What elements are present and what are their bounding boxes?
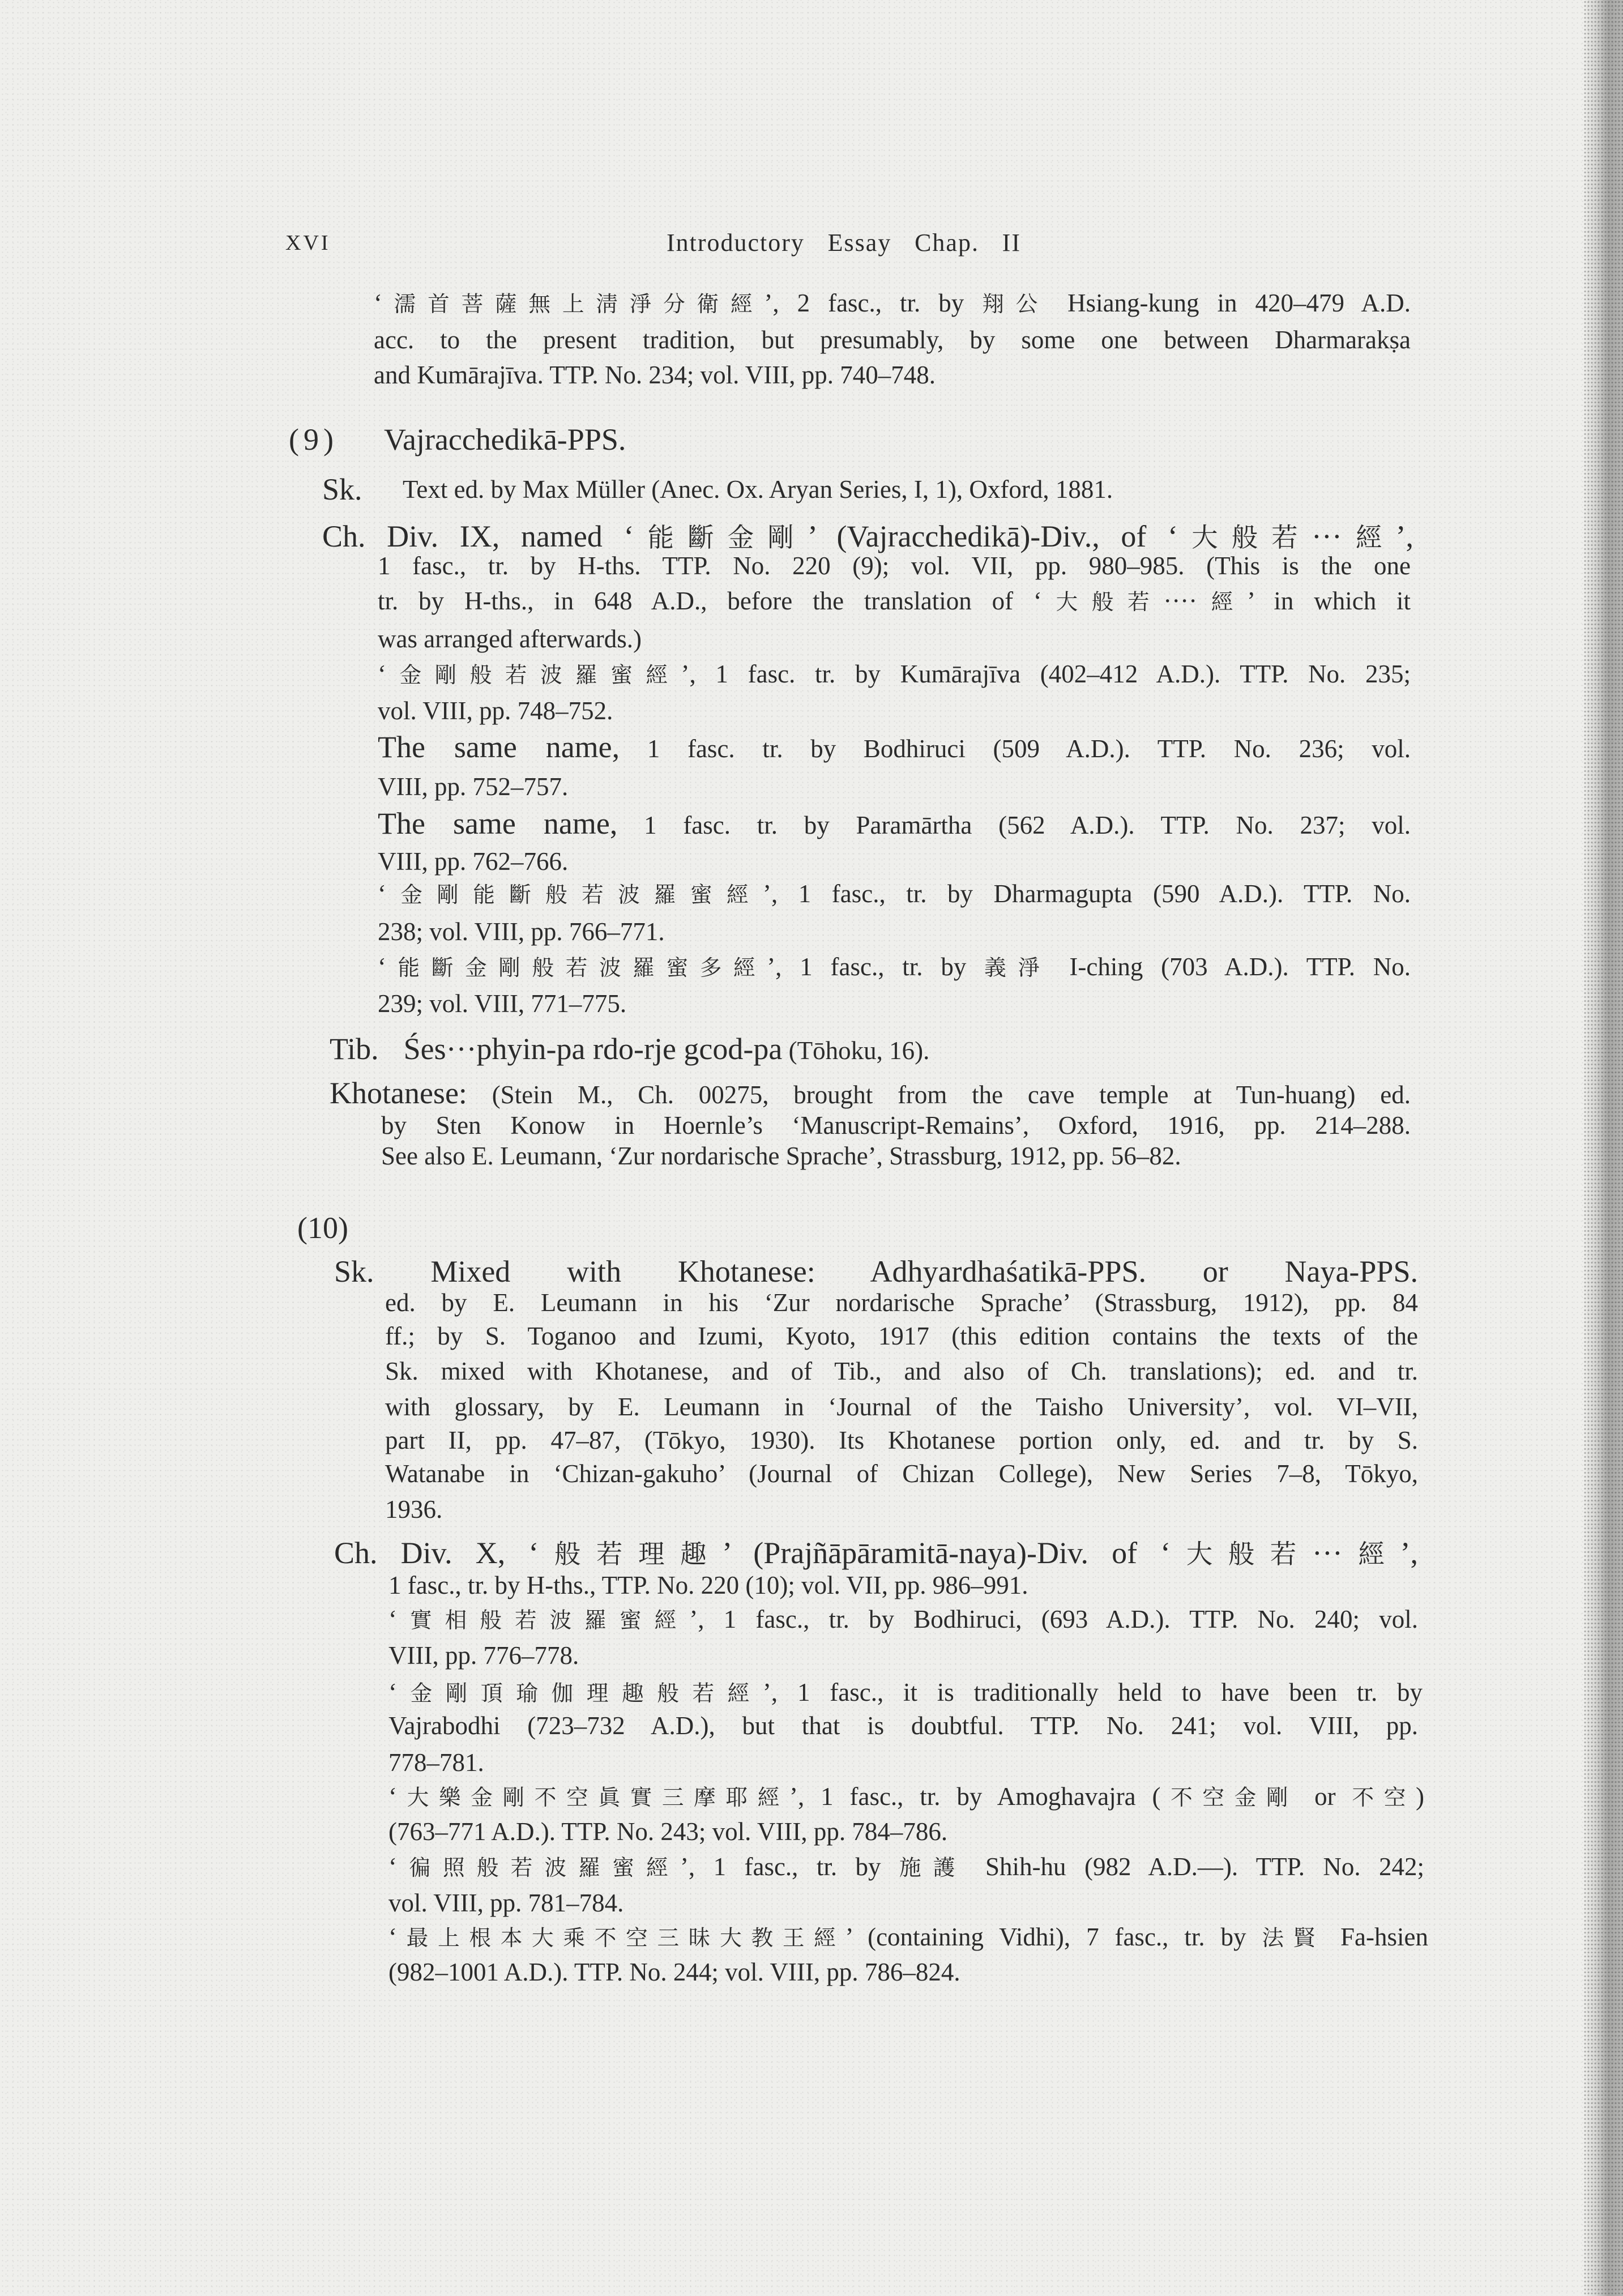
cjk-text: 金剛般若波羅蜜經 bbox=[386, 663, 681, 688]
entry-line: ed. by E. Leumann in his ‘Zur nordarische Sprache’ (Strassburg, 1912), pp. 84 bbox=[385, 1288, 1418, 1317]
cjk-text: 經 bbox=[1197, 590, 1247, 615]
cjk-text: 實相般若波羅蜜經 bbox=[397, 1608, 690, 1633]
tib-reference: (Tōhoku, 16). bbox=[788, 1036, 930, 1065]
entry-line: Sk. mixed with Khotanese, and of Tib., and also of Ch. translations); ed. and tr. bbox=[385, 1357, 1418, 1385]
entry-lead: The same name, bbox=[378, 806, 618, 840]
entry-line: and Kumārajīva. TTP. No. 234; vol. VIII, pp. 740–748. bbox=[374, 361, 936, 389]
entry-line: vol. VIII, pp. 748–752. bbox=[378, 697, 613, 725]
entry-line: 1 fasc., tr. by H-ths., TTP. No. 220 (10); vol. VII, pp. 986–991. bbox=[388, 1571, 1028, 1599]
entry-line: by Sten Konow in Hoernle’s ‘Manuscript-Remains’, Oxford, 1916, pp. 214–288. bbox=[381, 1111, 1411, 1140]
entry-line: with glossary, by E. Leumann in ‘Journal of the Taisho University’, vol. VI–VII, bbox=[385, 1393, 1418, 1421]
cjk-text: 經 bbox=[1342, 522, 1396, 553]
entry-line: VIII, pp. 752–757. bbox=[378, 773, 569, 801]
entry-line: 1 fasc., tr. by H-ths. TTP. No. 220 (9); vol. VII, pp. 980–985. (This is the one bbox=[378, 552, 1411, 580]
entry-line bbox=[378, 806, 1411, 841]
entry-line: Vajrabodhi (723–732 A.D.), but that is doubtful. TTP. No. 241; vol. VIII, pp. bbox=[388, 1712, 1418, 1740]
entry-line: 1936. bbox=[385, 1495, 443, 1523]
language-label-ch: Ch. bbox=[322, 519, 366, 553]
entry-line: ‘大樂金剛不空眞實三摩耶經’, 1 fasc., tr. by Amoghavajra (不空金剛 or 不空) bbox=[388, 1782, 1424, 1811]
language-label-sk: Sk. bbox=[334, 1254, 374, 1288]
section-title: Vajracchedikā-PPS. bbox=[384, 423, 626, 456]
cjk-text: 大樂金剛不空眞實三摩耶經 bbox=[397, 1785, 790, 1811]
language-label-tib: Tib. bbox=[330, 1032, 379, 1066]
cjk-text: 金剛頂瑜伽理趣般若經 bbox=[397, 1681, 763, 1706]
cjk-text: 法賢 bbox=[1262, 1926, 1325, 1951]
entry-line: (763–771 A.D.). TTP. No. 243; vol. VIII, pp. 784–786. bbox=[388, 1817, 948, 1846]
running-title: Introductory Essay Chap. II bbox=[667, 229, 1021, 257]
khotanese-line bbox=[330, 1073, 1411, 1113]
entry-line: ‘最上根本大乘不空三昧大教王經’ (containing Vidhi), 7 fasc., tr. by 法賢 Fa-hsien bbox=[388, 1923, 1428, 1951]
cjk-text: 最上根本大乘不空三昧大教王經 bbox=[397, 1926, 845, 1951]
cjk-text: 濡首菩薩無上淸淨分衛經 bbox=[382, 292, 764, 317]
cjk-text: 般若理趣 bbox=[539, 1539, 723, 1569]
entry-line: ‘實相般若波羅蜜經’, 1 fasc., tr. by Bodhiruci, (693 A.D.). TTP. No. 240; vol. bbox=[388, 1605, 1418, 1633]
entry-line: ‘濡首菩薩無上淸淨分衛經’, 2 fasc., tr. by 翔公 Hsiang-kung in 420–479 A.D. bbox=[374, 289, 1411, 317]
entry-line: (982–1001 A.D.). TTP. No. 244; vol. VIII, pp. 786–824. bbox=[388, 1958, 960, 1986]
entry-line: ‘能斷金剛般若波羅蜜多經’, 1 fasc., tr. by 義淨 I-ching (703 A.D.). TTP. No. bbox=[378, 953, 1411, 981]
cjk-text: 金剛能斷般若波羅蜜經 bbox=[386, 882, 763, 908]
entry-text: (Stein M., Ch. 00275, brought from the cave temple at Tun-huang) ed. bbox=[492, 1081, 1411, 1109]
ch-division-heading: Div. X, ‘般若理趣’ (Prajñāpāramitā-naya)-Div. of ‘大般若···經’, bbox=[400, 1536, 1418, 1570]
entry-lead: The same name, bbox=[378, 730, 620, 764]
cjk-text: 經 bbox=[1342, 1539, 1400, 1569]
section-number: (9) bbox=[289, 423, 338, 456]
language-label-ch: Ch. bbox=[334, 1536, 378, 1570]
entry-text: 1 fasc. tr. by Paramārtha (562 A.D.). TTP. No. 237; vol. bbox=[644, 811, 1411, 839]
entry-line: See also E. Leumann, ‘Zur nordarische Sprache’, Strassburg, 1912, pp. 56–82. bbox=[381, 1142, 1181, 1170]
cjk-text: 徧照般若波羅蜜經 bbox=[397, 1855, 680, 1881]
tib-title: Śes···phyin-pa rdo-rje gcod-pa bbox=[403, 1032, 783, 1066]
tib-line bbox=[330, 1029, 929, 1069]
language-label-sk: Sk. bbox=[322, 472, 362, 506]
entry-line: acc. to the present tradition, but presumably, by some one between Dharmarakṣa bbox=[374, 326, 1411, 354]
cjk-text: 施護 bbox=[899, 1855, 967, 1881]
entry-line: ‘金剛般若波羅蜜經’, 1 fasc. tr. by Kumārajīva (402–412 A.D.). TTP. No. 235; bbox=[378, 660, 1411, 688]
sk-heading: Mixed with Khotanese: Adhyardhaśatikā-PPS. or Naya-PPS. bbox=[430, 1254, 1418, 1288]
entry-line: ‘徧照般若波羅蜜經’, 1 fasc., tr. by 施護 Shih-hu (982 A.D.—). TTP. No. 242; bbox=[388, 1853, 1424, 1881]
ch-heading-line bbox=[334, 1533, 1418, 1573]
cjk-text: 大般若 bbox=[1171, 1539, 1312, 1569]
entry-line: ‘金剛能斷般若波羅蜜經’, 1 fasc., tr. by Dharmagupta (590 A.D.). TTP. No. bbox=[378, 880, 1411, 908]
language-label-khotanese: Khotanese: bbox=[330, 1076, 467, 1110]
page-number: XVI bbox=[285, 231, 331, 255]
entry-line: Watanabe in ‘Chizan-gakuho’ (Journal of Chizan College), New Series 7–8, Tōkyo, bbox=[385, 1459, 1418, 1488]
entry-line: ‘金剛頂瑜伽理趣般若經’, 1 fasc., it is traditionally held to have been tr. by bbox=[388, 1678, 1423, 1706]
entry-line: part II, pp. 47–87, (Tōkyo, 1930). Its Khotanese portion only, ed. and tr. by S. bbox=[385, 1426, 1418, 1454]
entry-line: 239; vol. VIII, 771–775. bbox=[378, 989, 627, 1018]
entry-line: was arranged afterwards.) bbox=[378, 625, 642, 653]
ch-division-heading: Div. IX, named ‘能斷金剛’ (Vajracchedikā)-Div., of ‘大般若···經’, bbox=[387, 519, 1413, 553]
cjk-text: 不空 bbox=[1352, 1785, 1416, 1811]
cjk-text: 義淨 bbox=[984, 955, 1052, 981]
section-number: (10) bbox=[297, 1211, 348, 1245]
cjk-text: 能斷金剛 bbox=[634, 522, 808, 553]
cjk-text: 能斷金剛般若波羅蜜多經 bbox=[386, 955, 767, 981]
scan-edge-shadow bbox=[1583, 0, 1623, 2296]
entry-text: 1 fasc. tr. by Bodhiruci (509 A.D.). TTP. No. 236; vol. bbox=[647, 735, 1411, 763]
cjk-text: 大般若 bbox=[1041, 590, 1164, 615]
cjk-text: 不空金剛 bbox=[1160, 1785, 1299, 1811]
entry-line: 778–781. bbox=[388, 1748, 484, 1777]
entry-line: vol. VIII, pp. 781–784. bbox=[388, 1889, 624, 1917]
entry-line bbox=[378, 729, 1411, 765]
entry-line: VIII, pp. 776–778. bbox=[388, 1641, 579, 1670]
entry-line: VIII, pp. 762–766. bbox=[378, 847, 569, 876]
sk-edition-line: Text ed. by Max Müller (Anec. Ox. Aryan Series, I, 1), Oxford, 1881. bbox=[403, 475, 1113, 503]
entry-line: 238; vol. VIII, pp. 766–771. bbox=[378, 917, 665, 946]
entry-line: tr. by H-ths., in 648 A.D., before the translation of ‘大般若····經’ in which it bbox=[378, 587, 1411, 615]
entry-line: ff.; by S. Toganoo and Izumi, Kyoto, 1917 (this edition contains the texts of the bbox=[385, 1322, 1418, 1350]
cjk-text: 大般若 bbox=[1178, 522, 1312, 553]
cjk-text: 翔公 bbox=[982, 292, 1050, 317]
